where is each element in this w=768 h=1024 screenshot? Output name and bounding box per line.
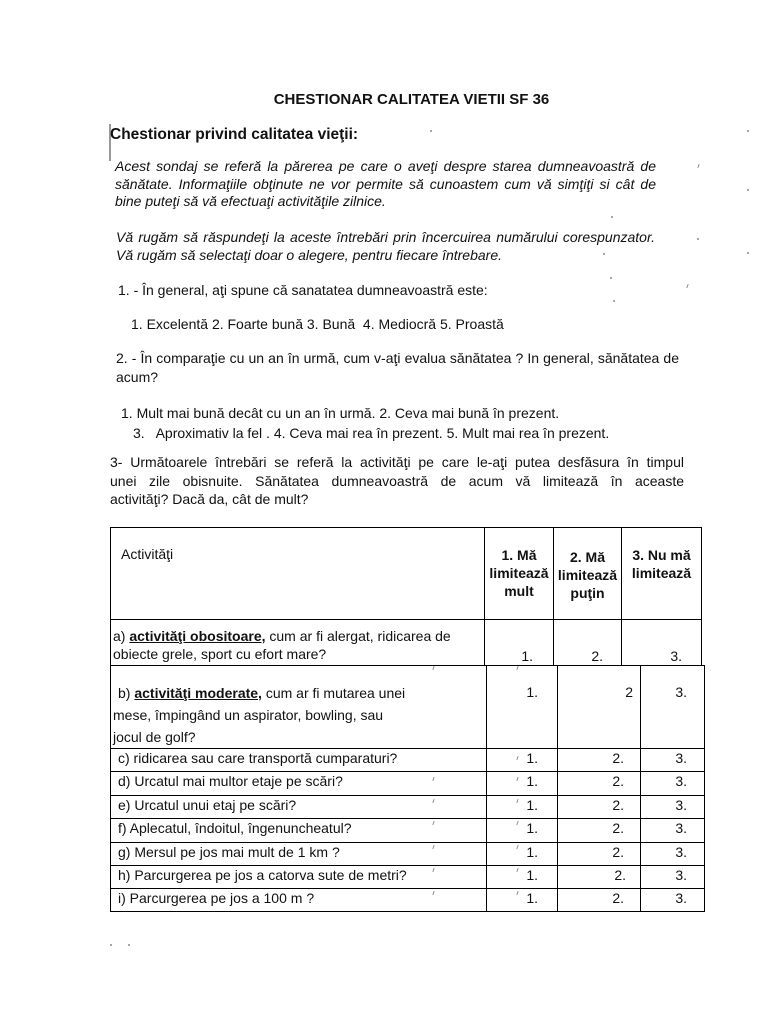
option-2: 2. <box>554 620 622 666</box>
question-1-answers: 1. Excelentă 2. Foarte bună 3. Bună 4. Mediocră 5. Proastă <box>131 316 504 332</box>
header-text: 1. Mă <box>501 547 537 563</box>
option-3: 3. <box>641 889 705 912</box>
table-row <box>111 749 705 772</box>
option-1: 1. <box>487 889 558 912</box>
table-row <box>111 819 705 843</box>
question-3 <box>110 453 684 509</box>
scan-speck <box>686 284 688 288</box>
scan-speck <box>603 253 605 255</box>
table-row <box>111 666 705 749</box>
option-1: 1. <box>487 843 558 866</box>
option-1: 1. <box>487 866 558 889</box>
row-label <box>111 666 487 749</box>
row-text: obiecte grele, sport cu efort mare? <box>113 646 327 662</box>
row-label: c) ridicarea sau care transportă cumparaturi? <box>111 749 487 772</box>
row-label <box>111 620 485 666</box>
option-2: 2. <box>558 866 641 889</box>
table-row <box>111 772 705 796</box>
instruction-line: Vă rugăm să răspundeţi la aceste întrebări prin încercuirea numărului corespunzator. <box>116 229 655 245</box>
row-prefix: b) <box>118 685 135 701</box>
option-3: 3. <box>641 866 705 889</box>
question-2 <box>116 349 679 387</box>
scan-speck <box>611 216 613 218</box>
document-title: CHESTIONAR CALITATEA VIETII SF 36 <box>273 91 550 108</box>
row-label: e) Urcatul unui etaj pe scări? <box>111 796 487 819</box>
option-1: 1. <box>487 772 558 796</box>
table-row <box>111 843 705 866</box>
option-1: 1. <box>487 819 558 843</box>
header-col-2 <box>554 528 622 620</box>
question-2-answers-line: 3. Aproximativ la fel . 4. Ceva mai rea în prezent. 5. Mult mai rea în prezent. <box>133 425 610 441</box>
option-2: 2. <box>558 772 641 796</box>
question-1: 1. - În general, aţi spune că sanatatea dumneavoastră este: <box>118 282 488 298</box>
row-text: cum ar fi alergat, ridicarea de <box>265 628 451 644</box>
option-3: 3. <box>641 749 705 772</box>
header-text: mult <box>504 583 534 599</box>
instructions-paragraph <box>116 229 655 264</box>
option-2: 2. <box>558 796 641 819</box>
activity-table-bottom <box>110 665 705 912</box>
row-emphasis: activităţi moderate, <box>134 685 262 701</box>
intro-paragraph <box>115 158 656 211</box>
scan-speck <box>613 300 615 302</box>
scan-speck <box>610 277 612 279</box>
header-text: limitează <box>631 565 692 581</box>
scan-speck <box>747 130 749 132</box>
option-1: 1. <box>487 796 558 819</box>
question-3-line: activităţi? Dacă da, cât de mult? <box>110 491 309 507</box>
header-text: limitează <box>489 565 549 581</box>
header-text: 3. Nu mă <box>632 547 691 563</box>
row-text: mese, împingând un aspirator, bowling, sau <box>113 707 384 723</box>
option-3: 3. <box>641 843 705 866</box>
question-2-line: acum? <box>116 369 159 385</box>
scan-speck <box>747 189 749 191</box>
header-col-3 <box>622 528 702 620</box>
scan-speck <box>430 130 432 132</box>
option-1: 1. <box>487 749 558 772</box>
row-text: cum ar fi mutarea unei <box>261 685 406 701</box>
intro-line: sănătate. Informaţiile obţinute ne vor permite să cunoastem cum vă simţiţi si cât de <box>115 175 656 192</box>
scan-speck <box>128 944 130 946</box>
table-row <box>111 796 705 819</box>
option-3: 3. <box>622 620 702 666</box>
option-2: 2 <box>558 666 641 749</box>
header-text: 2. Mă <box>569 549 605 565</box>
question-2-answers-line: 1. Mult mai bună decât cu un an în urmă. 2. Ceva mai bună în prezent. <box>121 405 560 421</box>
scan-speck <box>697 164 699 168</box>
intro-line: bine puteţi să vă efectuaţi activităţile zilnice. <box>115 193 386 209</box>
option-1: 1. <box>487 666 558 749</box>
header-col-1 <box>485 528 554 620</box>
activity-table-top <box>110 527 702 666</box>
table-row <box>111 866 705 889</box>
row-label: h) Parcurgerea pe jos a catorva sute de metri? <box>111 866 487 889</box>
row-prefix: a) <box>113 628 130 644</box>
row-label: i) Parcurgerea pe jos a 100 m ? <box>111 889 487 912</box>
intro-line: Acest sondaj se referă la părerea pe care o aveţi despre starea dumneavoastră de <box>115 158 656 174</box>
question-2-line: 2. - În comparaţie cu un an în urmă, cum v-aţi evalua sănătatea ? In general, sănătatea de <box>116 350 679 366</box>
row-label: g) Mersul pe jos mai mult de 1 km ? <box>111 843 487 866</box>
scan-speck <box>697 238 699 240</box>
option-1: 1. <box>485 620 554 666</box>
table-row <box>111 889 705 912</box>
question-3-line: 3- Următoarele întrebări se referă la activităţi pe care le-aţi putea desfăsura în timpul <box>110 454 684 470</box>
row-text: jocul de golf? <box>113 729 196 745</box>
option-2: 2. <box>558 843 641 866</box>
option-2: 2. <box>558 819 641 843</box>
scan-speck <box>110 944 112 946</box>
option-3: 3. <box>641 772 705 796</box>
header-text: limitează <box>557 567 618 583</box>
row-label: f) Aplecatul, îndoitul, îngenuncheatul? <box>111 819 487 843</box>
section-heading: Chestionar privind calitatea vieţii: <box>110 126 359 143</box>
row-emphasis: activităţi obositoare, <box>129 628 266 644</box>
header-activity: Activităţi <box>111 528 485 620</box>
instruction-line: Vă rugăm să selectaţi doar o alegere, pentru fiecare întrebare. <box>116 246 502 263</box>
row-label: d) Urcatul mai multor etaje pe scări? <box>111 772 487 796</box>
option-3: 3. <box>641 666 705 749</box>
option-2: 2. <box>558 749 641 772</box>
header-text: puţin <box>570 585 605 601</box>
option-3: 3. <box>641 796 705 819</box>
table-header-row <box>111 528 702 620</box>
table-row <box>111 620 702 666</box>
option-2: 2. <box>558 889 641 912</box>
question-3-line: unei zile obisnuite. Sănătatea dumneavoastră de acum vă limitează în aceaste <box>110 472 684 489</box>
scan-speck <box>747 252 749 254</box>
option-3: 3. <box>641 819 705 843</box>
